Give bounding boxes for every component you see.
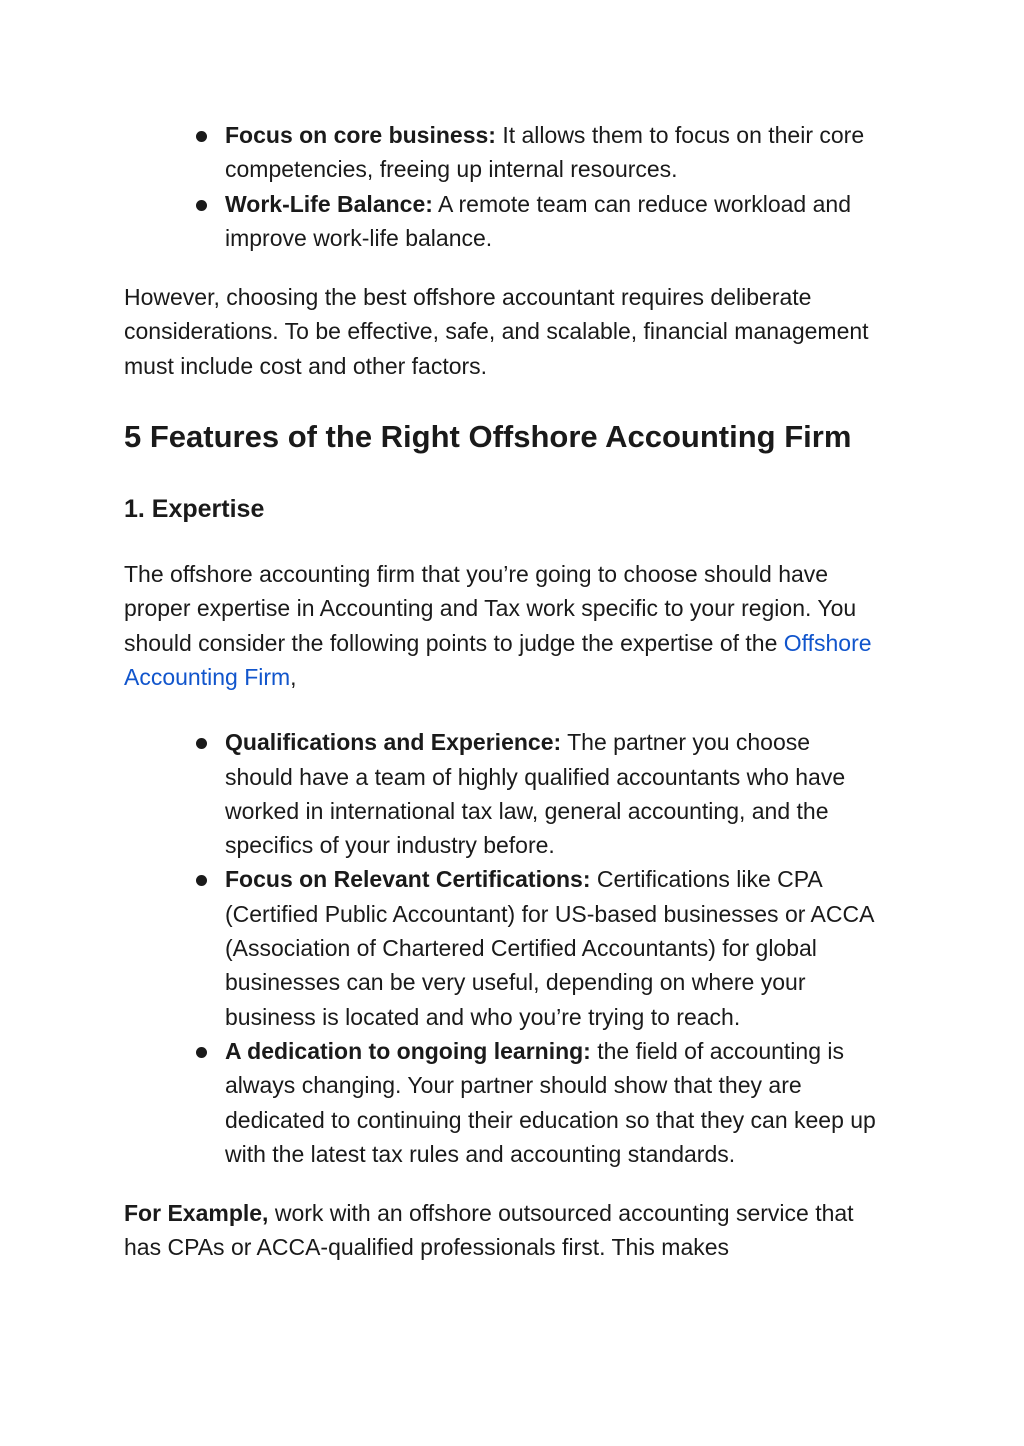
bullet-icon [196,738,207,749]
document-page [124,118,884,1265]
list-item [225,1034,884,1171]
bullet-icon [196,875,207,886]
bullet-term: Focus on core business: [225,122,496,148]
section-heading: 5 Features of the Right Offshore Accounting Firm [124,419,852,455]
bullet-text: The partner you choose should have a team of highly qualified accountants who have worked in international tax law, general accounting, and the specifics of your industry before. [225,729,846,859]
offshore-accounting-firm-link[interactable]: Offshore Accounting Firm [124,629,872,690]
paragraph-text: , [290,663,297,690]
paragraph-text: The offshore accounting firm that you’re going to choose should have proper expertise in Accounting and Tax work specific to your region. You should consider the following points to judge the expertise of the [124,561,857,656]
bullet-icon [196,131,207,142]
paragraph-expertise [124,557,884,694]
bullet-term: A dedication to ongoing learning: [225,1037,591,1064]
paragraph-offshore-considerations: However, choosing the best offshore accountant requires deliberate considerations. To be effective, safe, and scalable, financial management must include cost and other factors. [124,284,869,379]
list-item [225,187,884,256]
list-item [225,118,884,187]
bullet-icon [196,1047,207,1058]
bullet-term: Work-Life Balance: [225,190,433,217]
paragraph-text: work with an offshore outsourced accounting service that has CPAs or ACCA-qualified professionals first. This makes [124,1200,854,1261]
subheading-expertise: 1. Expertise [124,495,265,524]
bullet-text: Certifications like CPA (Certified Public Accountant) for US-based businesses or ACCA (Association of Chartered Certified Accountants) for global businesses can be very useful, depending on where your business is located and who you’re trying to reach. [225,866,874,1030]
list-item [225,725,884,862]
bullet-text: the field of accounting is always changing. Your partner should show that they are dedicated to continuing their education so that they can keep up with the latest tax rules and accounting standards. [225,1037,876,1167]
list-item [225,862,884,1033]
bullet-term: Focus on Relevant Certifications: [225,866,591,893]
bullet-icon [196,200,207,211]
bullet-text: A remote team can reduce workload and improve work-life balance. [225,190,851,251]
expertise-bullet-list [124,725,884,1171]
example-term: For Example, [124,1200,269,1227]
intro-bullet-list [124,118,884,255]
bullet-term: Qualifications and Experience: [225,729,562,756]
bullet-text: It allows them to focus on their core competencies, freeing up internal resources. [225,122,865,183]
paragraph-example [124,1196,884,1265]
